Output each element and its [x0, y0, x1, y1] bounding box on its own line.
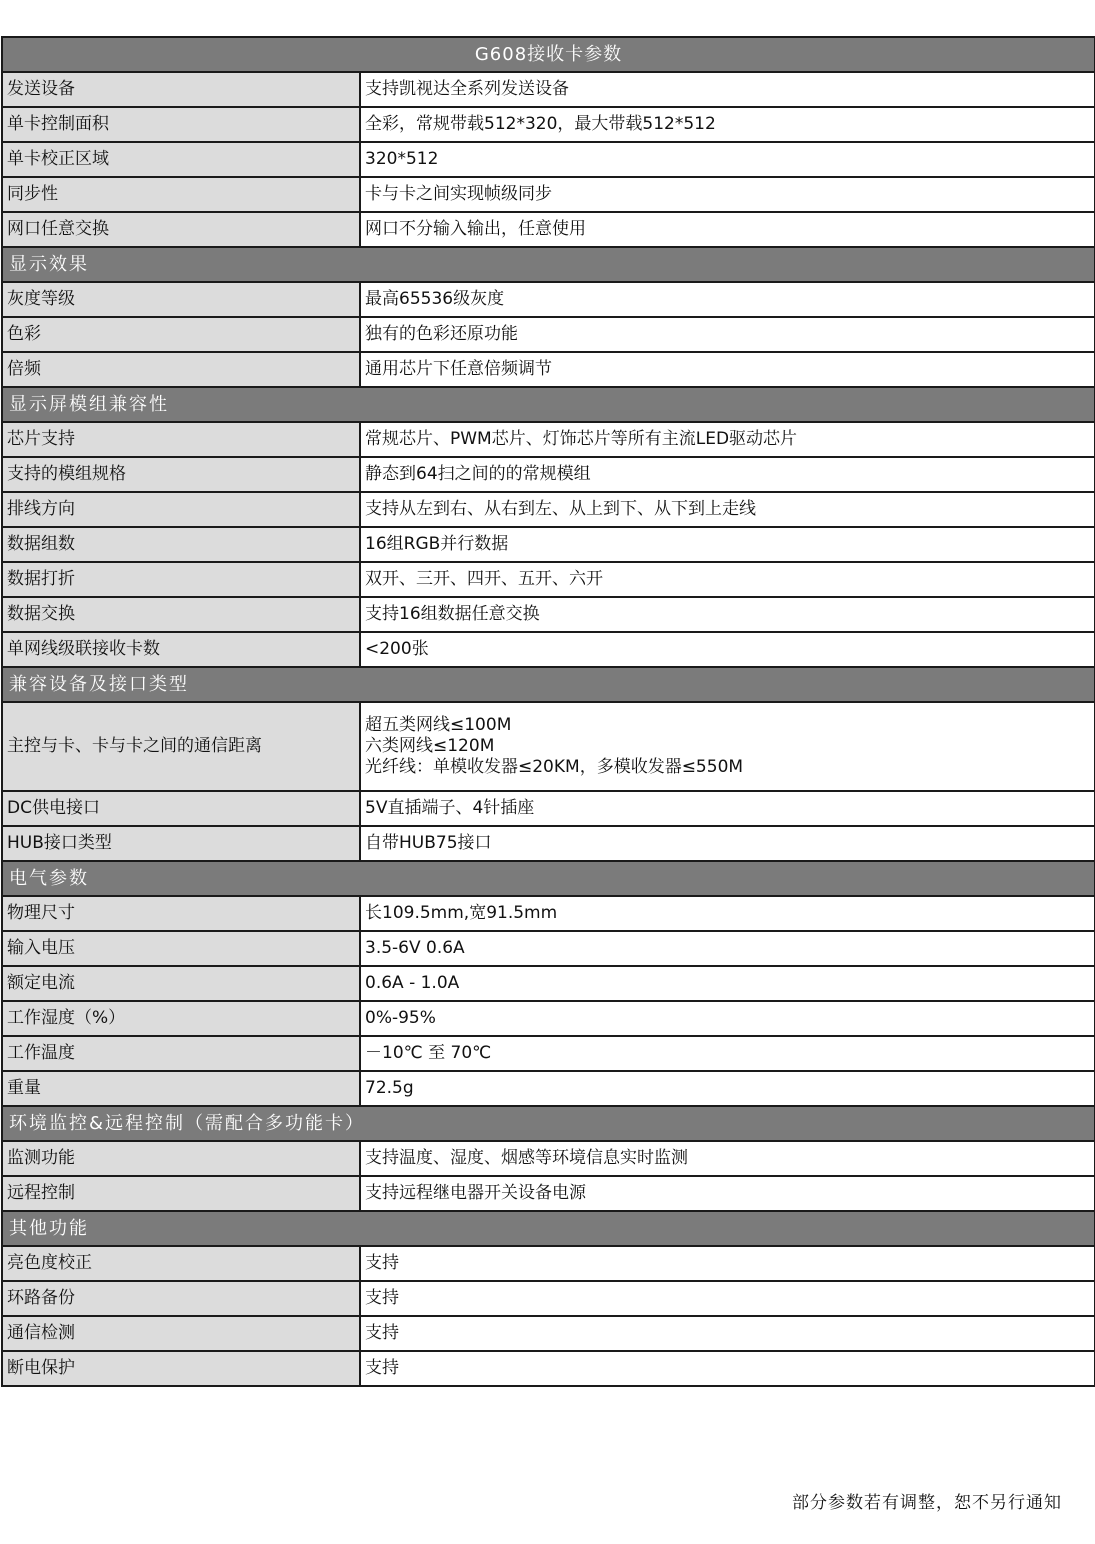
- row-label: 单卡校正区域: [2, 142, 360, 177]
- table-row: [2, 492, 1095, 527]
- row-value: 支持16组数据任意交换: [360, 597, 1095, 632]
- row-value: 0.6A - 1.0A: [360, 966, 1095, 1001]
- table-row: [2, 1141, 1095, 1176]
- row-value: 支持远程继电器开关设备电源: [360, 1176, 1095, 1211]
- row-value: 支持: [360, 1351, 1095, 1386]
- row-label: 物理尺寸: [2, 896, 360, 931]
- row-label: 重量: [2, 1071, 360, 1106]
- row-value: 静态到64扫之间的的常规模组: [360, 457, 1095, 492]
- row-label: 数据组数: [2, 527, 360, 562]
- table-row: [2, 1351, 1095, 1386]
- table-row: [2, 562, 1095, 597]
- row-label: 倍频: [2, 352, 360, 387]
- spec-table-body: [2, 37, 1095, 1386]
- row-label: 单卡控制面积: [2, 107, 360, 142]
- row-label: 同步性: [2, 177, 360, 212]
- section-header-row: [2, 667, 1095, 702]
- table-row: [2, 632, 1095, 667]
- row-label: 灰度等级: [2, 282, 360, 317]
- table-row: [2, 142, 1095, 177]
- row-value: 0%-95%: [360, 1001, 1095, 1036]
- row-value: <200张: [360, 632, 1095, 667]
- table-row: [2, 597, 1095, 632]
- table-row: [2, 826, 1095, 861]
- row-value: 卡与卡之间实现帧级同步: [360, 177, 1095, 212]
- table-row: [2, 1316, 1095, 1351]
- table-row: [2, 966, 1095, 1001]
- row-value: 72.5g: [360, 1071, 1095, 1106]
- row-value: 最高65536级灰度: [360, 282, 1095, 317]
- row-label: 单网线级联接收卡数: [2, 632, 360, 667]
- table-row: [2, 212, 1095, 247]
- section-header-row: [2, 1211, 1095, 1246]
- table-row: [2, 177, 1095, 212]
- row-value-line: 六类网线≤120M: [365, 736, 495, 756]
- section-title: 其他功能: [2, 1211, 1095, 1246]
- table-row: [2, 1001, 1095, 1036]
- section-title: 电气参数: [2, 861, 1095, 896]
- row-label: 工作温度: [2, 1036, 360, 1071]
- footnote: 部分参数若有调整，恕不另行通知: [792, 1493, 1062, 1513]
- row-value: 通用芯片下任意倍频调节: [360, 352, 1095, 387]
- row-label: 支持的模组规格: [2, 457, 360, 492]
- row-label: HUB接口类型: [2, 826, 360, 861]
- table-row: [2, 1071, 1095, 1106]
- table-row: [2, 931, 1095, 966]
- table-row: [2, 527, 1095, 562]
- section-header-row: [2, 247, 1095, 282]
- row-label: 主控与卡、卡与卡之间的通信距离: [2, 702, 360, 791]
- row-label: 监测功能: [2, 1141, 360, 1176]
- row-label: 远程控制: [2, 1176, 360, 1211]
- spec-table: [1, 36, 1095, 1387]
- row-value: 网口不分输入输出，任意使用: [360, 212, 1095, 247]
- row-value-line: 超五类网线≤100M: [365, 715, 512, 735]
- row-label: 网口任意交换: [2, 212, 360, 247]
- row-label: 色彩: [2, 317, 360, 352]
- row-label: 排线方向: [2, 492, 360, 527]
- table-row: [2, 702, 1095, 791]
- row-value: 支持凯视达全系列发送设备: [360, 72, 1095, 107]
- section-title: 环境监控&远程控制（需配合多功能卡）: [2, 1106, 1095, 1141]
- table-row: [2, 352, 1095, 387]
- row-value: 16组RGB并行数据: [360, 527, 1095, 562]
- table-row: [2, 896, 1095, 931]
- row-label: 额定电流: [2, 966, 360, 1001]
- table-row: [2, 791, 1095, 826]
- row-value: 支持温度、湿度、烟感等环境信息实时监测: [360, 1141, 1095, 1176]
- section-title: 兼容设备及接口类型: [2, 667, 1095, 702]
- table-row: [2, 1036, 1095, 1071]
- row-label: 亮色度校正: [2, 1246, 360, 1281]
- row-value: 320*512: [360, 142, 1095, 177]
- section-header-row: [2, 387, 1095, 422]
- table-row: [2, 72, 1095, 107]
- row-value: 自带HUB75接口: [360, 826, 1095, 861]
- section-title: 显示效果: [2, 247, 1095, 282]
- row-value: 长109.5mm,宽91.5mm: [360, 896, 1095, 931]
- table-row: [2, 317, 1095, 352]
- row-label: 数据交换: [2, 597, 360, 632]
- row-value: 独有的色彩还原功能: [360, 317, 1095, 352]
- row-label: 环路备份: [2, 1281, 360, 1316]
- table-row: [2, 1246, 1095, 1281]
- row-label: 数据打折: [2, 562, 360, 597]
- row-value: 双开、三开、四开、五开、六开: [360, 562, 1095, 597]
- row-value: 支持: [360, 1246, 1095, 1281]
- table-row: [2, 1176, 1095, 1211]
- row-label: 断电保护: [2, 1351, 360, 1386]
- section-title: 显示屏模组兼容性: [2, 387, 1095, 422]
- section-header-row: [2, 861, 1095, 896]
- row-label: 输入电压: [2, 931, 360, 966]
- row-value: 常规芯片、PWM芯片、灯饰芯片等所有主流LED驱动芯片: [360, 422, 1095, 457]
- table-row: [2, 1281, 1095, 1316]
- section-header-row: [2, 1106, 1095, 1141]
- table-row: [2, 422, 1095, 457]
- row-value: 支持: [360, 1281, 1095, 1316]
- row-value: 支持: [360, 1316, 1095, 1351]
- row-label: 通信检测: [2, 1316, 360, 1351]
- table-title-row: [2, 37, 1095, 72]
- row-label: 芯片支持: [2, 422, 360, 457]
- row-label: 发送设备: [2, 72, 360, 107]
- row-value: 3.5-6V 0.6A: [360, 931, 1095, 966]
- table-title: G608接收卡参数: [2, 37, 1095, 72]
- row-value: 全彩，常规带载512*320，最大带载512*512: [360, 107, 1095, 142]
- row-value: 支持从左到右、从右到左、从上到下、从下到上走线: [360, 492, 1095, 527]
- row-label: DC供电接口: [2, 791, 360, 826]
- row-value: [360, 702, 1095, 791]
- row-value-line: 光纤线：单模收发器≤20KM，多模收发器≤550M: [365, 757, 744, 777]
- row-label: 工作湿度（%）: [2, 1001, 360, 1036]
- table-row: [2, 282, 1095, 317]
- row-value: 5V直插端子、4针插座: [360, 791, 1095, 826]
- row-value: －10℃ 至 70℃: [360, 1036, 1095, 1071]
- table-row: [2, 457, 1095, 492]
- table-row: [2, 107, 1095, 142]
